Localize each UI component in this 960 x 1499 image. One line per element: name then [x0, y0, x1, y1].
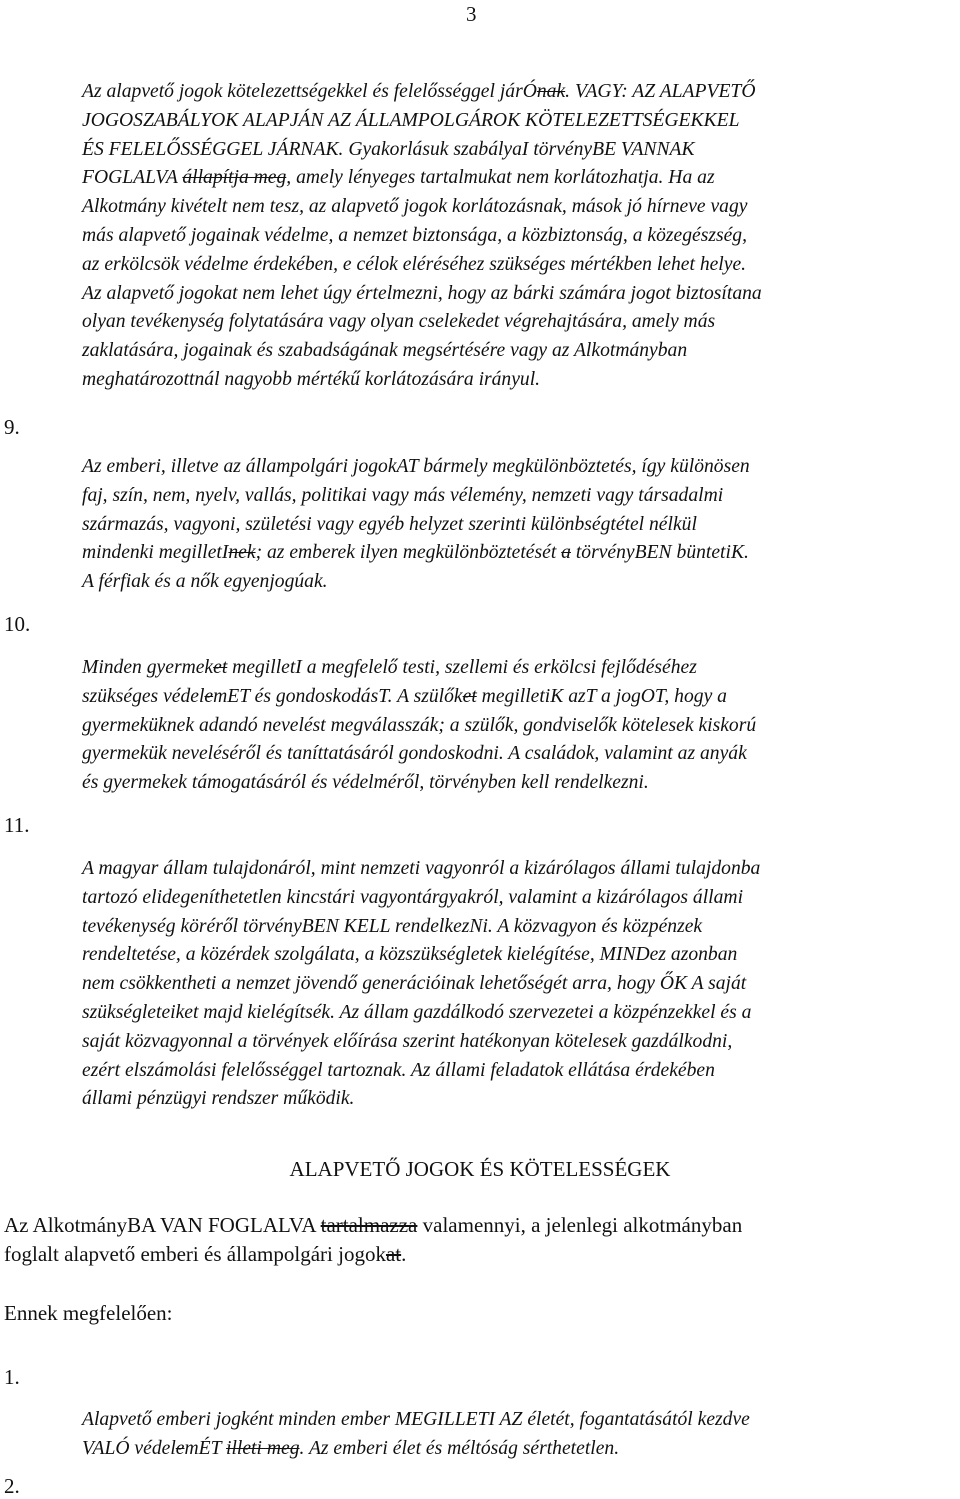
text-run: , amely lényeges tartalmukat nem korlátozhatja. Ha az Alkotmány kivételt nem tesz, az alapvető jogok korlátozásnak, mások jó hírneve vagy más alapvető jogainak védelme, a nemzet biztonsága, a közbiztonság, a közegészség, az erkölcsök védelme érdekében, e célok eléréséhez szükséges mértékben lehet helye. Az alapvető jogokat nem lehet úgy értelmezni, hogy az bárki számára jogot biztosítana olyan tevékenység folytatására vagy olyan cselekedet végrehajtására, amely más zaklatására, jogainak és szabadságának megsértésére vagy az Alkotmányban meghatározottnál nagyobb mértékű korlátozására irányul. — [82, 167, 762, 390]
item-number-10: 10. — [4, 612, 31, 636]
text-run: mÉT — [184, 1437, 227, 1459]
item-number-9: 9. — [4, 415, 20, 439]
item-number-1: 1. — [4, 1365, 20, 1389]
struck-text: et — [462, 685, 477, 707]
struck-text: nek — [228, 542, 256, 564]
text-run: A magyar állam tulajdonáról, mint nemzeti vagyonról a kizárólagos állami tulajdonba tartozó elidegeníthetetlen kincstári vagyontárgyakról, valamint a kizárólagos állami tevékenység köréről törvényBEN KELL rendelkezNi. A közvagyon és közpénzek rendeltetése, a közérdek szolgálata, a közszükségletek kielégítése, MINDez azonban nem csökkentheti a nemzet jövendő generációinak lehetőségét arra, hogy ŐK A saját szükségleteiket majd kielégítsék. Az állam gazdálkodó szervezetei a közpénzekkel és a saját közvagyonnal a törvények előírása szerint hatékonyan kötelesek gazdálkodni, ezért elszámolási felelősséggel tartoznak. Az állami feladatok ellátása érdekében állami pénzügyi rendszer működik. — [82, 858, 761, 1110]
paragraph-national-property — [82, 855, 958, 1114]
text-run: megilletI a megfelelő testi, szellemi és erkölcsi fejlődéséhez szükséges védel — [82, 657, 697, 707]
page-number: 3 — [466, 2, 477, 26]
struck-text: at — [385, 1242, 402, 1266]
paragraph-9 — [82, 78, 958, 395]
struck-text: tartalmazza — [320, 1213, 418, 1237]
paragraph-11 — [82, 654, 958, 798]
text-run: megilletiK azT a jogOT, hogy a gyermeküknek adandó nevelést megválasszák; a szülők, gondviselők kötelesek kiskorú gyermekük neveléséről és taníttatásáról gondoskodni. A családok, valamint az anyák és gyermekek támogatásáról és védelméről, törvényben kell rendelkezni. — [82, 685, 757, 794]
struck-text: nak — [536, 81, 566, 102]
struck-text: e — [204, 685, 214, 707]
text-run: mET és gondoskodásT. A szülők — [213, 685, 463, 707]
item-number-11: 11. — [4, 813, 30, 837]
text-run: törvényBEN büntetiK. A férfiak és a nők egyenjogúak. — [82, 542, 749, 593]
struck-text: e — [175, 1437, 185, 1459]
text-run: . VAGY: AZ ALAPVETŐ JOGOSZABÁLYOK ALAPJÁN AZ ÁLLAMPOLGÁROK KÖTELEZETTSÉGEKKEL ÉS FELELŐSSÉGGEL JÁRNAK. Gyakorlásuk szabályaI törvényBE VANNAK FOGLALVA — [82, 81, 756, 189]
text-run: ; az emberek ilyen megkülönböztetését — [255, 542, 562, 564]
struck-text: a — [561, 542, 571, 564]
struck-text: illeti meg — [226, 1437, 300, 1459]
text-run: . Az emberi élet és méltóság sérthetetlen. — [299, 1437, 620, 1459]
text-run: Alapvető emberi jogként minden ember MEGILLETI AZ életét, fogantatásától kezdve VALÓ védel — [82, 1409, 750, 1459]
text-run: . — [401, 1242, 407, 1266]
struck-text: et — [213, 657, 228, 678]
paragraph-right-to-life — [82, 1406, 958, 1464]
paragraph-10 — [82, 453, 958, 597]
section-heading: ALAPVETŐ JOGOK ÉS KÖTELESSÉGEK — [289, 1157, 671, 1181]
struck-text: állapítja meg — [182, 167, 287, 189]
text-run: Az AlkotmányBA VAN FOGLALVA — [4, 1213, 321, 1237]
text-run: Az alapvető jogok kötelezettségekkel és felelősséggel járÓ — [82, 81, 537, 102]
item-number-2: 2. — [4, 1474, 20, 1498]
intro-paragraph — [4, 1211, 958, 1269]
text-run: valamennyi, a jelenlegi alkotmányban foglalt alapvető emberi és állampolgári jogok — [4, 1213, 743, 1266]
text-run: Minden gyermek — [82, 657, 214, 678]
ennek-megfeleloen: Ennek megfelelően: — [4, 1301, 173, 1325]
text-run: Az emberi, illetve az állampolgári jogokAT bármely megkülönböztetés, így különösen faj, szín, nem, nyelv, vallás, politikai vagy más vélemény, nemzeti vagy társadalmi származás, vagyoni, születési vagy egyéb helyzet szerinti különbségtétel nélkül mindenki megilletI — [82, 456, 750, 564]
